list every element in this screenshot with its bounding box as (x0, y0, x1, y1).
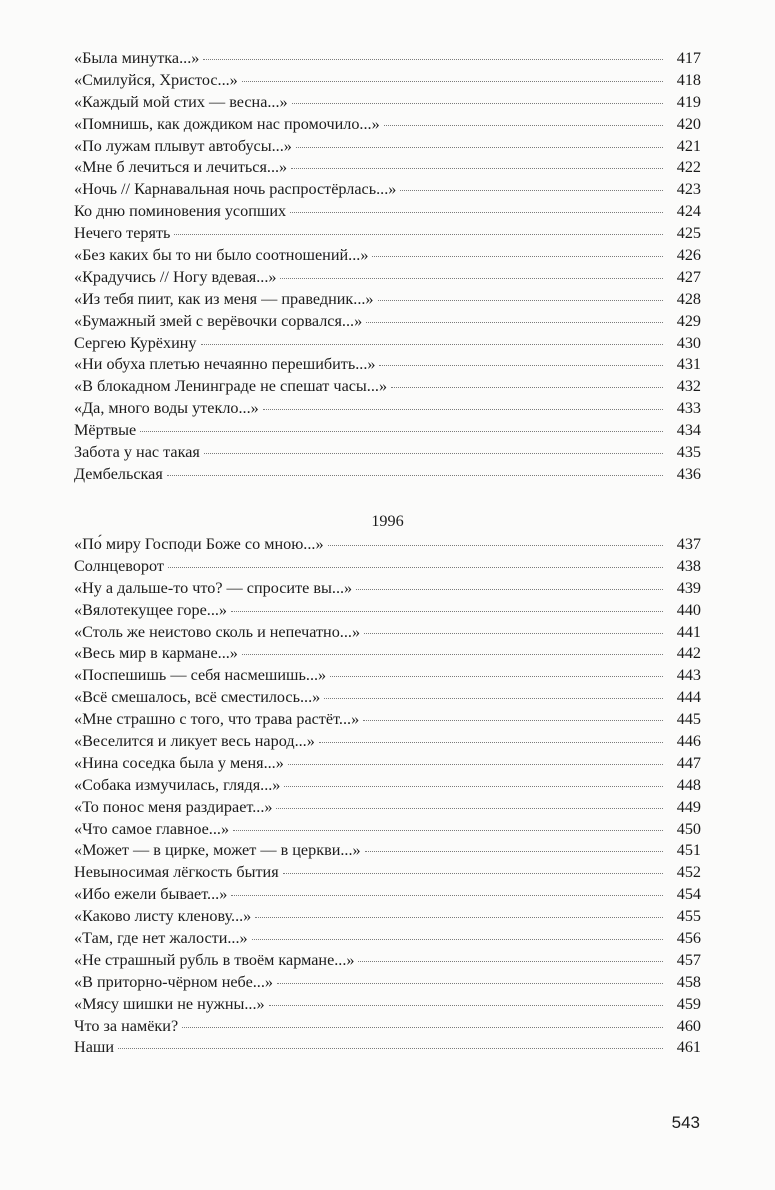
toc-entry (74, 48, 701, 70)
toc-entry-page: 423 (676, 180, 701, 199)
toc-entry (74, 354, 701, 376)
toc-entry-title: Наши (74, 1038, 115, 1057)
dot-leader (269, 1005, 663, 1006)
toc-entry-page: 421 (676, 136, 701, 155)
dot-leader (233, 830, 663, 831)
toc-entry (74, 289, 701, 311)
toc-entry-title: «Веселится и ликует весь народ...» (74, 732, 315, 751)
toc-entry (74, 709, 701, 731)
dot-leader (168, 567, 663, 568)
dot-leader (174, 234, 663, 235)
dot-leader (276, 808, 663, 809)
toc-entry-title: «Мясу шишки не нужны...» (74, 994, 265, 1013)
toc-entry-page: 418 (676, 70, 701, 89)
toc-entry-page: 444 (676, 688, 701, 707)
toc-entry-title: «Мне страшно с того, что трава растёт...» (74, 710, 360, 729)
toc-section-1 (74, 48, 701, 486)
dot-leader (391, 387, 663, 388)
toc-entry-title: «Каково листу кленову...» (74, 907, 252, 926)
toc-entry (74, 420, 701, 442)
dot-leader (400, 190, 663, 191)
toc-entry-title: Нечего терять (74, 224, 171, 243)
toc-entry-page: 439 (676, 578, 701, 597)
toc-entry (74, 157, 701, 179)
toc-section-2 (74, 534, 701, 1059)
toc-entry-page: 455 (676, 907, 701, 926)
toc-entry-page: 420 (676, 114, 701, 133)
toc-entry-title: «Без каких бы то ни было соотношений...» (74, 246, 369, 265)
dot-leader (201, 344, 664, 345)
toc-entry (74, 534, 701, 556)
toc-entry (74, 884, 701, 906)
toc-entry (74, 622, 701, 644)
toc-entry-title: Солнцеворот (74, 556, 164, 575)
dot-leader (118, 1048, 663, 1049)
toc-entry-title: «Всё смешалось, всё сместилось...» (74, 688, 321, 707)
toc-entry-page: 433 (676, 399, 701, 418)
toc-entry (74, 179, 701, 201)
toc-entry (74, 578, 701, 600)
toc-entry-page: 430 (676, 333, 701, 352)
toc-entry-title: Забота у нас такая (74, 443, 200, 462)
toc-entry (74, 1037, 701, 1059)
toc-entry (74, 376, 701, 398)
toc-entry-page: 456 (676, 929, 701, 948)
dot-leader (356, 589, 663, 590)
dot-leader (319, 742, 663, 743)
dot-leader (242, 81, 663, 82)
toc-entry-page: 419 (676, 92, 701, 111)
dot-leader (384, 125, 663, 126)
toc-entry-title: «Там, где нет жалости...» (74, 929, 248, 948)
toc-entry-page: 432 (676, 377, 701, 396)
toc-entry (74, 245, 701, 267)
dot-leader (283, 873, 663, 874)
toc-entry-title: «Что самое главное...» (74, 819, 230, 838)
dot-leader (378, 300, 663, 301)
toc-entry (74, 92, 701, 114)
toc-entry-page: 438 (676, 556, 701, 575)
toc-entry-page: 452 (676, 863, 701, 882)
toc-entry-title: «Столь же неистово сколь и непечатно...» (74, 622, 361, 641)
toc-entry (74, 70, 701, 92)
dot-leader (364, 633, 663, 634)
toc-entry (74, 643, 701, 665)
toc-entry (74, 223, 701, 245)
toc-entry-title: «Крадучись // Ногу вдевая...» (74, 267, 277, 286)
toc-entry (74, 201, 701, 223)
toc-entry (74, 442, 701, 464)
toc-entry-title: «Ибо ежели бывает...» (74, 885, 228, 904)
toc-entry-page: 436 (676, 464, 701, 483)
dot-leader (182, 1027, 663, 1028)
toc-entry-page: 442 (676, 644, 701, 663)
toc-entry-page: 425 (676, 224, 701, 243)
toc-entry-page: 454 (676, 885, 701, 904)
toc-entry (74, 114, 701, 136)
dot-leader (284, 786, 663, 787)
toc-entry-title: «В приторно-чёрном небе...» (74, 972, 273, 991)
toc-entry-title: «Мне б лечиться и лечиться...» (74, 158, 288, 177)
toc-entry-title: «По лужам плывут автобусы...» (74, 136, 292, 155)
toc-entry-page: 443 (676, 666, 701, 685)
dot-leader (365, 851, 663, 852)
toc-entry-page: 428 (676, 289, 701, 308)
toc-entry-title: «Была минутка...» (74, 49, 200, 67)
toc-entry-title: «Нина соседка была у меня...» (74, 753, 284, 772)
toc-entry-page: 422 (676, 158, 701, 177)
dot-leader (379, 365, 663, 366)
toc-entry-page: 427 (676, 267, 701, 286)
toc-entry-title: «Ночь // Карнавальная ночь распростёрлась...» (74, 180, 397, 199)
dot-leader (203, 59, 663, 60)
dot-leader (292, 103, 663, 104)
toc-entry-page: 424 (676, 202, 701, 221)
toc-entry-page: 435 (676, 443, 701, 462)
dot-leader (290, 212, 663, 213)
toc-entry-title: «Собака измучилась, глядя...» (74, 775, 281, 794)
toc-entry (74, 1016, 701, 1038)
toc-entry (74, 797, 701, 819)
toc-entry-page: 461 (676, 1038, 701, 1057)
dot-leader (324, 698, 663, 699)
toc-entry-title: Невыносимая лёгкость бытия (74, 863, 279, 882)
toc-entry-page: 426 (676, 246, 701, 265)
toc-entry-title: «По́ миру Господи Боже со мною...» (74, 535, 324, 553)
dot-leader (296, 147, 663, 148)
toc-entry (74, 556, 701, 578)
toc-entry (74, 950, 701, 972)
dot-leader (204, 453, 663, 454)
dot-leader (167, 475, 663, 476)
toc-entry-title: «Ну а дальше-то что? — спросите вы...» (74, 578, 353, 597)
dot-leader (358, 961, 663, 962)
toc-entry-title: «Смилуйся, Христос...» (74, 70, 238, 89)
toc-entry-page: 451 (676, 841, 701, 860)
toc-entry-page: 437 (676, 535, 701, 553)
dot-leader (231, 611, 663, 612)
toc-entry (74, 862, 701, 884)
toc-entry-page: 441 (676, 622, 701, 641)
toc-entry-title: Сергею Курёхину (74, 333, 197, 352)
toc-entry (74, 333, 701, 355)
toc-entry-page: 460 (676, 1016, 701, 1035)
toc-entry-page: 429 (676, 311, 701, 330)
toc-entry-page: 448 (676, 775, 701, 794)
dot-leader (255, 917, 663, 918)
toc-entry-title: «Может — в цирке, может — в церкви...» (74, 841, 361, 860)
dot-leader (242, 654, 663, 655)
toc-entry-page: 440 (676, 600, 701, 619)
toc-entry (74, 906, 701, 928)
toc-entry-page: 457 (676, 950, 701, 969)
toc-entry-title: «Весь мир в кармане...» (74, 644, 238, 663)
toc-entry-page: 447 (676, 753, 701, 772)
toc-entry-title: «То понос меня раздирает...» (74, 797, 273, 816)
toc-entry-title: «Помнишь, как дождиком нас промочило...» (74, 114, 380, 133)
toc-entry-page: 458 (676, 972, 701, 991)
toc-entry (74, 398, 701, 420)
dot-leader (363, 720, 663, 721)
dot-leader (280, 278, 663, 279)
toc-entry-title: «В блокадном Ленинграде не спешат часы...» (74, 377, 388, 396)
toc-entry-page: 431 (676, 355, 701, 374)
dot-leader (252, 939, 663, 940)
toc-entry-title: «Ни обуха плетью нечаянно перешибить...» (74, 355, 376, 374)
toc-entry (74, 775, 701, 797)
dot-leader (277, 983, 663, 984)
year-heading: 1996 (371, 512, 404, 530)
toc-entry-page: 449 (676, 797, 701, 816)
dot-leader (263, 409, 663, 410)
toc-entry-title: «Бумажный змей с верёвочки сорвался...» (74, 311, 363, 330)
toc-entry-page: 450 (676, 819, 701, 838)
dot-leader (328, 545, 663, 546)
page-number: 543 (671, 1113, 700, 1132)
toc-entry-title: «Поспешишь — себя насмешишь...» (74, 666, 327, 685)
toc-entry (74, 267, 701, 289)
toc-entry (74, 928, 701, 950)
toc-entry (74, 136, 701, 158)
toc-entry (74, 753, 701, 775)
toc-entry (74, 311, 701, 333)
dot-leader (330, 676, 663, 677)
toc-entry-page: 459 (676, 994, 701, 1013)
dot-leader (140, 431, 663, 432)
toc-entry (74, 972, 701, 994)
dot-leader (366, 322, 663, 323)
toc-entry (74, 687, 701, 709)
toc-entry (74, 840, 701, 862)
toc-entry (74, 464, 701, 486)
toc-entry-page: 446 (676, 732, 701, 751)
toc-entry-page: 445 (676, 710, 701, 729)
toc-entry-title: «Да, много воды утекло...» (74, 399, 259, 418)
toc-entry (74, 731, 701, 753)
toc-entry (74, 994, 701, 1016)
toc-entry (74, 600, 701, 622)
toc-entry-title: Мёртвые (74, 421, 137, 440)
toc-entry-title: «Вялотекущее горе...» (74, 600, 228, 619)
dot-leader (291, 168, 663, 169)
dot-leader (288, 764, 663, 765)
toc-entry-page: 417 (676, 49, 701, 67)
toc-entry-title: «Каждый мой стих — весна...» (74, 92, 288, 111)
toc-entry-title: Что за намёки? (74, 1016, 179, 1035)
toc-entry (74, 819, 701, 841)
toc-entry (74, 665, 701, 687)
toc-entry-page: 434 (676, 421, 701, 440)
toc-entry-title: Дембельская (74, 464, 163, 483)
dot-leader (372, 256, 663, 257)
toc-entry-title: «Из тебя пиит, как из меня — праведник...» (74, 289, 374, 308)
toc-entry-title: Ко дню поминовения усопших (74, 202, 287, 221)
dot-leader (231, 895, 663, 896)
toc-entry-title: «Не страшный рубль в твоём кармане...» (74, 950, 355, 969)
